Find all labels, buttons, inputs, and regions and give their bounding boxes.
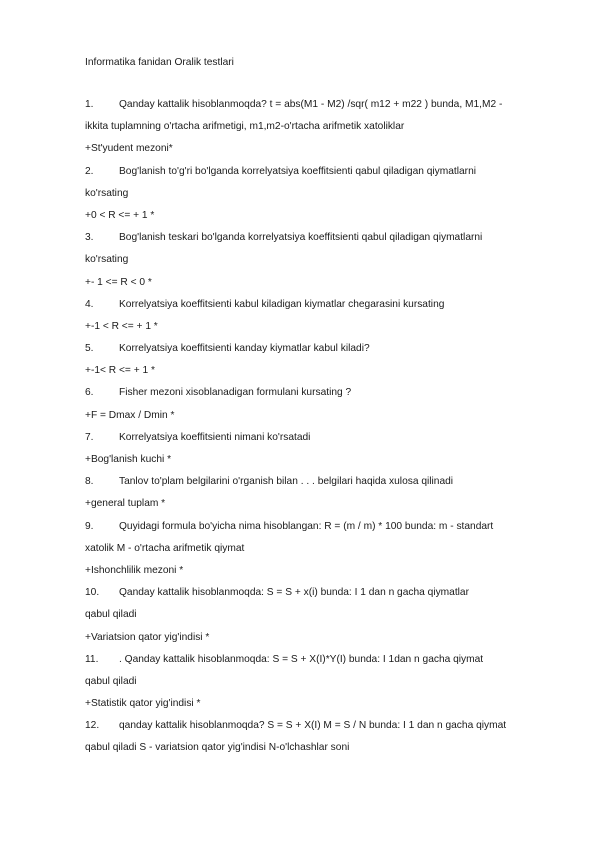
question-continuation: ko'rsating	[85, 187, 129, 199]
question-text: Fisher mezoni xisoblanadigan formulani kursating ?	[119, 387, 352, 399]
answer-line: +St'yudent mezoni*	[85, 143, 173, 155]
question-12	[85, 715, 515, 737]
answer-line: +F = Dmax / Dmin *	[85, 409, 175, 421]
question-text: Qanday kattalik hisoblanmoqda: S = S + x(i) bunda: I 1 dan n gacha qiymatlar	[119, 587, 469, 599]
answer-line: +Statistik qator yig'indisi *	[85, 698, 201, 710]
question-number: 4.	[85, 298, 94, 310]
question-7	[85, 427, 515, 449]
question-number: 9.	[85, 520, 94, 532]
answer-line: +-1< R <= + 1 *	[85, 365, 155, 377]
questions-list	[85, 94, 515, 760]
question-8	[85, 471, 515, 493]
question-continuation: qabul qiladi	[85, 675, 137, 687]
question-continuation: xatolik M - o'rtacha arifmetik qiymat	[85, 542, 245, 554]
question-continuation: qabul qiladi	[85, 609, 137, 621]
answer-line: +Variatsion qator yig'indisi *	[85, 631, 210, 643]
question-text: Korrelyatsiya koeffitsienti kanday kiymatlar kabul kiladi?	[119, 343, 370, 355]
question-2	[85, 161, 515, 183]
question-continuation: ko'rsating	[85, 254, 129, 266]
question-text: Bog'lanish to'g'ri bo'lganda korrelyatsiya koeffitsienti qabul qiladigan qiymatlarni	[119, 165, 477, 177]
document-title: Informatika fanidan Oralik testlari	[85, 57, 234, 68]
question-10	[85, 582, 515, 604]
question-number: 3.	[85, 232, 94, 244]
answer-line: +Ishonchlilik mezoni *	[85, 564, 184, 576]
answer-line: +0 < R <= + 1 *	[85, 209, 155, 221]
question-9	[85, 516, 515, 538]
question-text: Qanday kattalik hisoblanmoqda? t = abs(M1 - M2) /sqr( m12 + m22 ) bunda, M1,M2 -	[119, 99, 503, 110]
question-4	[85, 294, 515, 316]
question-continuation: ikkita tuplamning o'rtacha arifmetigi, m1,m2-o'rtacha arifmetik xatoliklar	[85, 121, 405, 133]
question-number: 6.	[85, 387, 94, 399]
question-number: 8.	[85, 476, 94, 488]
question-text: qanday kattalik hisoblanmoqda? S = S + X(I) M = S / N bunda: I 1 dan n gacha qiymat	[119, 720, 507, 732]
answer-line: +- 1 <= R < 0 *	[85, 276, 152, 288]
question-number: 12.	[85, 720, 100, 732]
question-5	[85, 338, 515, 360]
question-number: 2.	[85, 165, 94, 177]
question-number: 11.	[85, 653, 99, 665]
answer-line: +general tuplam *	[85, 498, 166, 510]
answer-line: +Bog'lanish kuchi *	[85, 454, 172, 465]
question-text: Korrelyatsiya koeffitsienti kabul kiladigan kiymatlar chegarasini kursating	[119, 298, 445, 310]
question-1	[85, 94, 515, 116]
question-text: . Qanday kattalik hisoblanmoqda: S = S + X(I)*Y(I) bunda: I 1dan n gacha qiymat	[119, 653, 484, 665]
question-3	[85, 227, 515, 249]
question-text: Tanlov to'plam belgilarini o'rganish bilan . . . belgilari haqida xulosa qilinadi	[119, 476, 454, 488]
question-text: Quyidagi formula bo'yicha nima hisoblangan: R = (m / m) * 100 bunda: m - standart	[119, 520, 494, 532]
question-6	[85, 382, 515, 404]
question-text: Korrelyatsiya koeffitsienti nimani ko'rsatadi	[119, 431, 311, 443]
question-text: Bog'lanish teskari bo'lganda korrelyatsiya koeffitsienti qabul qiladigan qiymatlarni	[119, 232, 483, 244]
answer-line: +-1 < R <= + 1 *	[85, 320, 158, 332]
question-number: 1.	[85, 99, 94, 110]
question-number: 5.	[85, 343, 94, 355]
question-number: 10.	[85, 587, 100, 599]
question-continuation: qabul qiladi S - variatsion qator yig'indisi N-o'lchashlar soni	[85, 742, 350, 754]
question-11	[85, 649, 515, 671]
question-number: 7.	[85, 431, 94, 443]
